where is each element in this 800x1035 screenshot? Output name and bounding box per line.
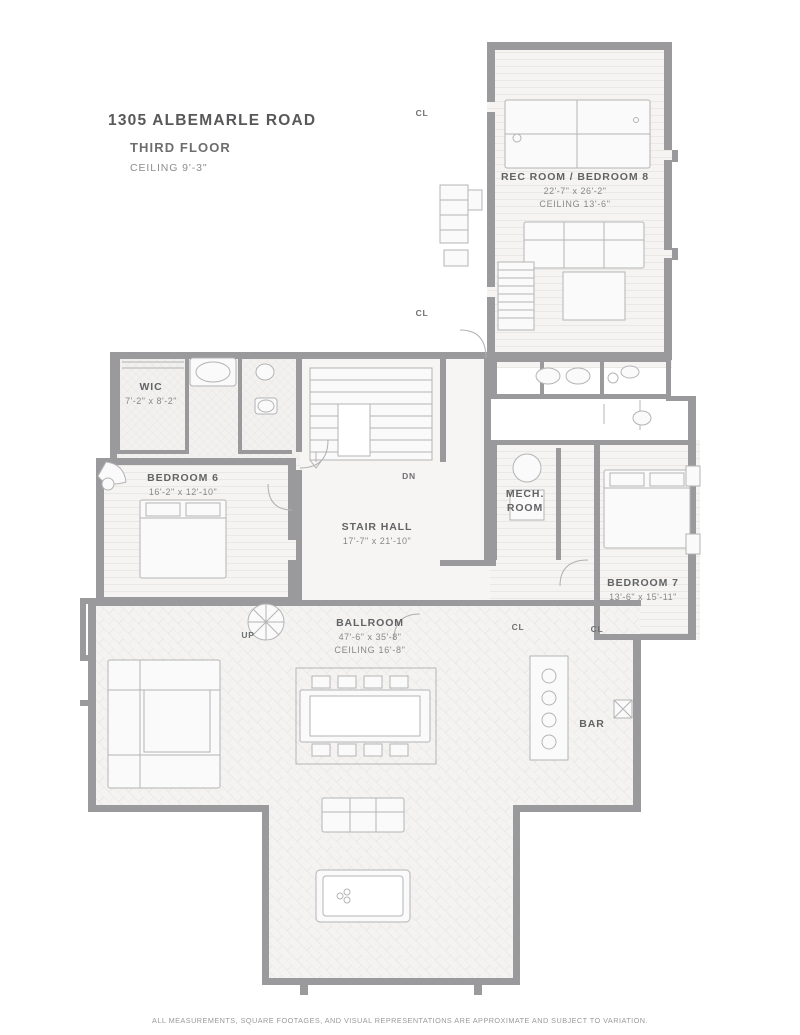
stair-up-tag: UP: [241, 630, 255, 640]
ceiling-height-label: CEILING 9'-3": [130, 162, 208, 174]
closet-tag-1: CL: [415, 108, 429, 118]
disclaimer-text: ALL MEASUREMENTS, SQUARE FOOTAGES, AND VISUAL REPRESENTATIONS ARE APPROXIMATE AND SUBJECT TO VARIATION.: [152, 1016, 648, 1025]
room-label-bar: BAR: [579, 718, 605, 730]
room-label-mech-room: MECH. ROOM: [505, 488, 545, 515]
room-label-stair-hall: STAIR HALL 17'-7" x 21'-10": [341, 521, 413, 547]
room-label-rec-room: REC ROOM / BEDROOM 8 22'-7" x 26'-2" CEILING 13'-6": [500, 171, 650, 210]
room-label-bedroom-7: BEDROOM 7 13'-6" x 15'-11": [607, 577, 679, 603]
stair-down-tag: DN: [402, 471, 416, 481]
title-block: [108, 112, 368, 174]
page-title: 1305 ALBEMARLE ROAD: [108, 112, 317, 129]
room-label-ballroom: BALLROOM 47'-6" x 35'-8" CEILING 16'-8": [334, 617, 406, 656]
room-label-bedroom-6: BEDROOM 6 16'-2" x 12'-10": [147, 472, 219, 498]
closet-tag-2: CL: [415, 308, 429, 318]
room-label-wic: WIC 7'-2" x 8'-2": [125, 381, 177, 407]
closet-tag-3: CL: [511, 622, 525, 632]
floor-label: THIRD FLOOR: [130, 140, 231, 155]
closet-tag-4: CL: [590, 624, 604, 634]
